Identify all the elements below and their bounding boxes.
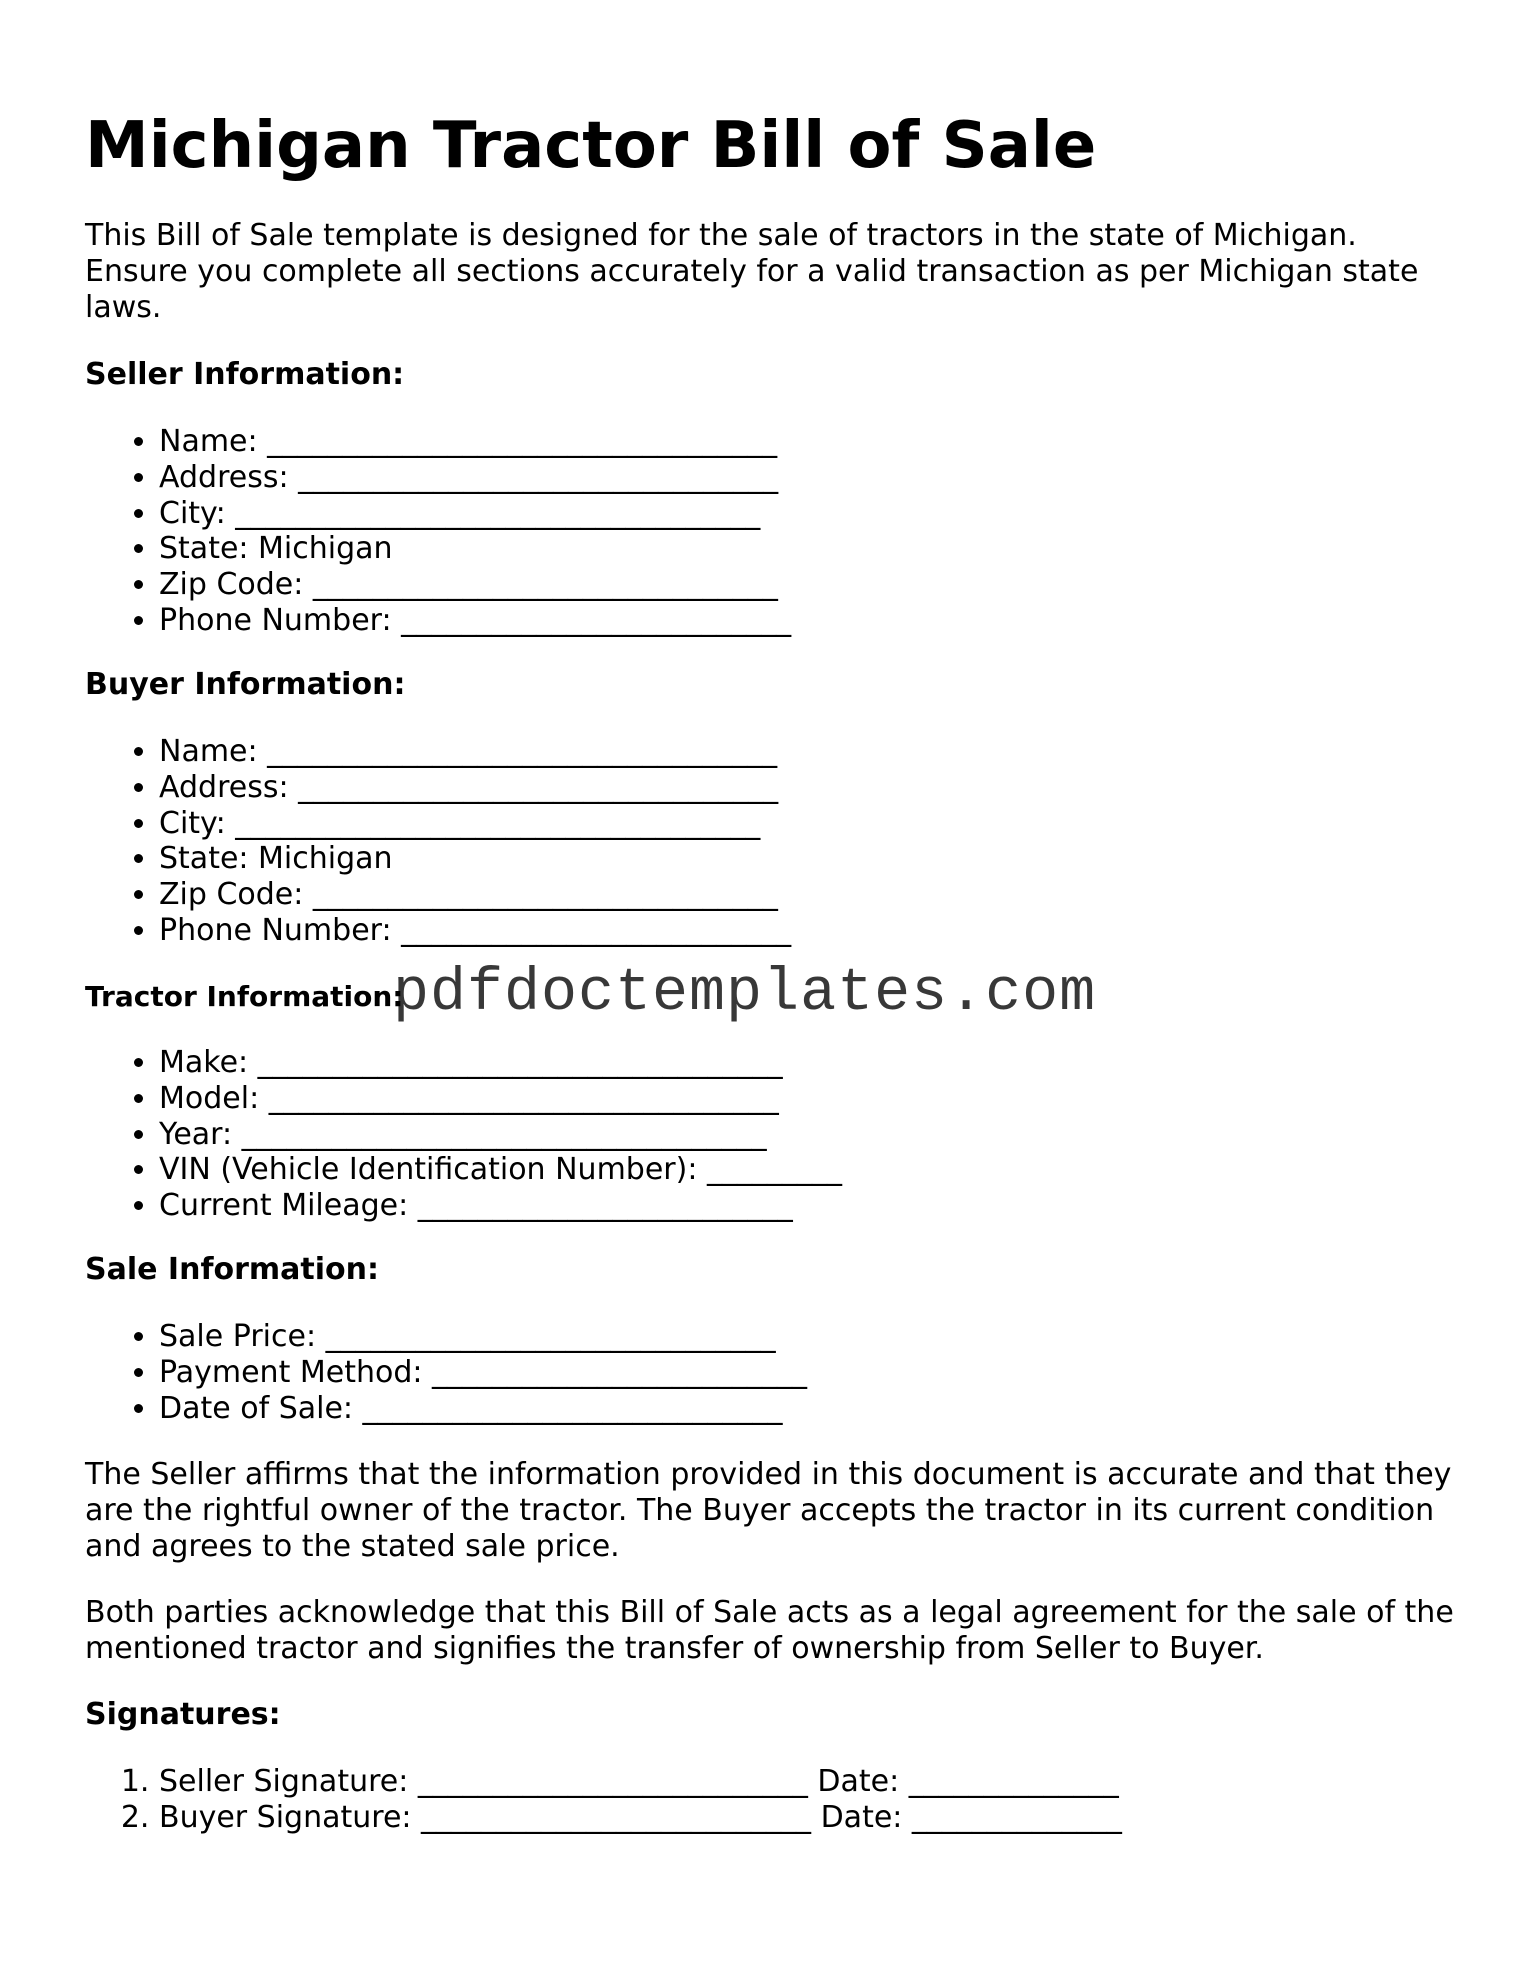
list-item: • Zip Code: _______________________________ (159, 567, 791, 603)
list-item: • Phone Number: __________________________ (159, 603, 791, 639)
list-item: • Date of Sale: ____________________________ (159, 1391, 807, 1427)
tractor-list (85, 1045, 842, 1224)
list-item: • VIN (Vehicle Identification Number): _________ (159, 1152, 842, 1188)
seller-list (85, 424, 791, 639)
list-item: • Current Mileage: _________________________ (159, 1188, 842, 1224)
watermark-text: pdfdoctemplates.com (393, 960, 1097, 1028)
list-item: • Name: __________________________________ (159, 424, 791, 460)
list-item: • City: ___________________________________ (159, 806, 791, 842)
signatures-heading: Signatures: (85, 1697, 281, 1732)
list-item: • Zip Code: _______________________________ (159, 877, 791, 913)
list-item: • State: Michigan (159, 841, 791, 877)
sale-heading: Sale Information: (85, 1252, 379, 1287)
list-item: • Payment Method: _________________________ (159, 1355, 807, 1391)
sale-list (85, 1319, 807, 1426)
list-item: • State: Michigan (159, 531, 791, 567)
list-item: • Phone Number: __________________________ (159, 913, 791, 949)
signature-line: 2. Buyer Signature: __________________________ Date: ______________ (159, 1800, 1122, 1836)
list-item: • Model: __________________________________ (159, 1081, 842, 1117)
buyer-list (85, 734, 791, 949)
list-item: • Sale Price: ______________________________ (159, 1319, 807, 1355)
list-item: • Make: ___________________________________ (159, 1045, 842, 1081)
list-item: • Address: ________________________________ (159, 460, 791, 496)
list-item: • Year: ___________________________________ (159, 1117, 842, 1153)
list-item: • City: ___________________________________ (159, 496, 791, 532)
tractor-heading: Tractor Information: (85, 980, 404, 1013)
signature-line: 1. Seller Signature: __________________________ Date: ______________ (159, 1764, 1122, 1800)
intro-paragraph: This Bill of Sale template is designed for the sale of tractors in the state of Michigan. Ensure you complete all sections accurately for a valid transaction as per Michigan state laws. (85, 218, 1419, 325)
acknowledgement-paragraph: Both parties acknowledge that this Bill of Sale acts as a legal agreement for the sale of the mentioned tractor and signifies the transfer of ownership from Seller to Buyer. (85, 1595, 1454, 1666)
affirmation-paragraph: The Seller affirms that the information provided in this document is accurate and that they are the rightful owner of the tractor. The Buyer accepts the tractor in its current condition and agrees to the stated sale price. (85, 1457, 1452, 1564)
buyer-heading: Buyer Information: (85, 667, 406, 702)
list-item: • Name: __________________________________ (159, 734, 791, 770)
list-item: • Address: ________________________________ (159, 770, 791, 806)
seller-heading: Seller Information: (85, 357, 405, 392)
page-title: Michigan Tractor Bill of Sale (85, 109, 1097, 183)
signatures-list (85, 1764, 1122, 1836)
